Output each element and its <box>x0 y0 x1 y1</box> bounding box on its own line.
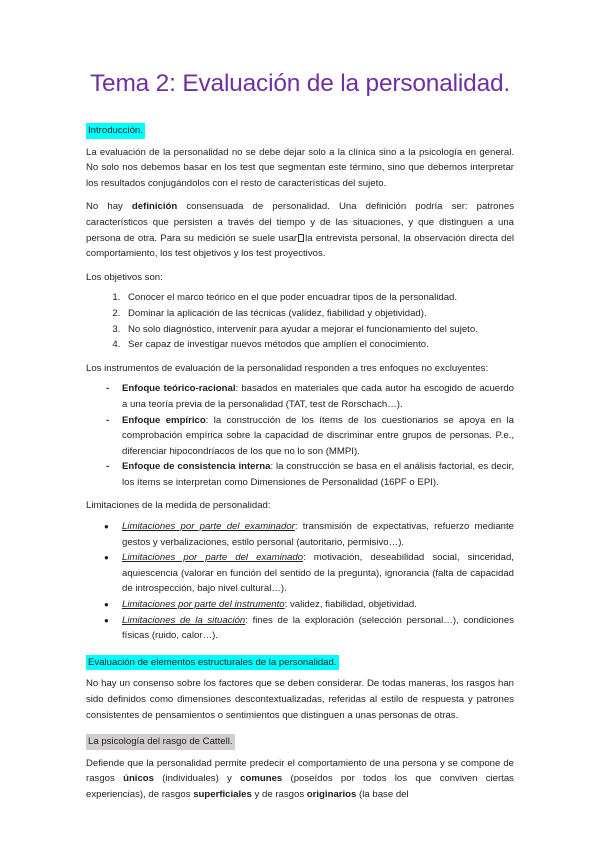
section-heading-cattell: La psicología del rasgo de Cattell. <box>86 734 235 750</box>
section-structural <box>86 652 514 723</box>
objectives-label: Los objetivos son: <box>86 271 163 283</box>
paragraph-structural-1: No hay un consenso sobre los factores que se deben considerar. De todas maneras, los rasgos han sido definidos como dimensiones descontextualizadas, referidas al estilo de respuesta y patrones consistentes de pensamientos o sentimientos que distinguen a unas personas de otras. <box>86 678 514 721</box>
list-item: 4. Ser capaz de investigar nuevos métodos que amplíen el conocimiento. <box>123 337 514 353</box>
paragraph-intro-1: La evaluación de la personalidad no se debe dejar solo a la clínica sino a la psicología en general. No solo nos debemos basar en los test que segmentan este término, sino que debemos interpretar los resultados conjugándolos con el resto de características del sujeto. <box>86 146 514 189</box>
list-item: - Enfoque de consistencia interna: la construcción se basa en el análisis factorial, es decir, los ítems se interpretan como Dimensiones de Personalidad (16PF o EPI). <box>122 459 514 490</box>
section-heading-structural: Evaluación de elementos estructurales de la personalidad. <box>86 655 339 671</box>
section-introduction <box>86 120 514 644</box>
section-cattell <box>86 731 514 802</box>
list-item: 1. Conocer el marco teórico en el que poder encuadrar tipos de la personalidad. <box>123 290 514 306</box>
list-item: ● Limitaciones por parte del examinado: motivación, deseabilidad social, sinceridad, aquiescencia (valorar en función del sentido de la pregunta), ignorancia (falta de capacidad de introspección, bajo nivel cultural…). <box>122 550 514 597</box>
list-item: 2. Dominar la aplicación de las técnicas (validez, fiabilidad y objetividad). <box>123 306 514 322</box>
limitations-label: Limitaciones de la medida de personalidad: <box>86 500 271 512</box>
section-heading-introduction: Introducción. <box>86 123 145 139</box>
bold-term-definicion: definición <box>131 201 178 213</box>
approaches-list <box>86 381 514 490</box>
list-item: ● Limitaciones por parte del instrumento: validez, fiabilidad, objetividad. <box>122 597 514 613</box>
objectives-list <box>86 290 514 352</box>
paragraph-cattell-1: Defiende que la personalidad permite predecir el comportamiento de una persona y se compone de rasgos únicos (individuales) y comunes (poseídos por todos los que conviven ciertas experiencias), de rasgos superficiales y de rasgos originarios (la base del <box>86 757 514 800</box>
missing-glyph-icon <box>298 234 304 242</box>
instruments-label: Los instrumentos de evaluación de la personalidad responden a tres enfoques no excluyentes: <box>86 362 489 374</box>
list-item: - Enfoque empírico: la construcción de los ítems de los cuestionarios se apoya en la comprobación empírica sobre la capacidad de discriminar entre grupos de personas. P.e., diferenciar hipocondríacos de los que no lo son (MMPI). <box>122 413 514 460</box>
document-title: Tema 2: Evaluación de la personalidad. <box>89 70 511 97</box>
paragraph-intro-2: No hay definición consensuada de personalidad. Una definición podría ser: patrones característicos que persisten a través del tiempo y de las situaciones, y que distinguen a una persona de otra. Para su medición se suele usar la entrevista personal, la observación directa del comportamiento, los test objetivos y los test proyectivos. <box>86 201 514 260</box>
list-item: ● Limitaciones por parte del examinador: transmisión de expectativas, refuerzo mediante gestos y verbalizaciones, estilo personal (autoritario, permisivo…). <box>122 519 514 550</box>
list-item: ● Limitaciones de la situación: fines de la exploración (selección personal…), condiciones físicas (ruido, calor…). <box>122 613 514 644</box>
limitations-list <box>86 519 514 644</box>
list-item: 3. No solo diagnóstico, intervenir para ayudar a mejorar el funcionamiento del sujeto. <box>123 322 514 338</box>
list-item: - Enfoque teórico-racional: basados en materiales que cada autor ha escogido de acuerdo a una teoría previa de la personalidad (TAT, test de Rorschach…). <box>122 381 514 412</box>
